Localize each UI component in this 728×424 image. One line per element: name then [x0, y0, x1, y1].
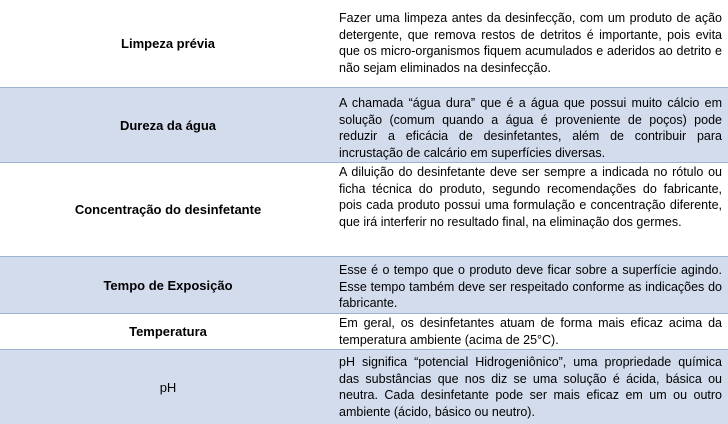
row-description: Em geral, os desinfetantes atuam de forma mais eficaz acima da temperatura ambiente (acima de 25°C).	[339, 316, 722, 347]
row-description: A diluição do desinfetante deve ser sempre a indicada no rótulo ou ficha técnica do produto, segundo recomendações do fabricante, pois cada produto possui uma formulação e concentração diferente, que irá interferir no resultado final, na eliminação dos germes.	[339, 165, 722, 229]
row-label: Dureza da água	[119, 117, 217, 133]
row-description: A chamada “água dura” que é a água que possui muito cálcio em solução (comum quando a água é proveniente de poços) pode reduzir a eficácia de desinfetantes, além de contribuir para incrustação de calcário em superfícies diversas.	[339, 96, 722, 160]
table-row	[0, 87, 728, 162]
table-row	[0, 349, 728, 424]
row-label: pH	[159, 379, 177, 395]
row-description: pH significa “potencial Hidrogeniônico”, uma propriedade química das substâncias que nos diz se uma solução é ácida, básica ou neutra. Cada desinfetante pode ser mais eficaz em um ou outro ambiente (ácido, básico ou neutro).	[339, 355, 722, 419]
table-row	[0, 313, 728, 349]
row-description: Esse é o tempo que o produto deve ficar sobre a superfície agindo. Esse tempo também deve ser respeitado conforme as indicações do fabricante.	[339, 263, 722, 311]
table-row	[0, 162, 728, 256]
row-label: Tempo de Exposição	[103, 277, 233, 293]
row-description: Fazer uma limpeza antes da desinfecção, com um produto de ação detergente, que remova restos de detritos é importante, pois evita que os micro-organismos fiquem acumulados e aderidos ao detrito e não sejam eliminados na desinfecção.	[339, 11, 722, 75]
table-row	[0, 0, 728, 87]
table-row	[0, 256, 728, 313]
row-label: Concentração do desinfetante	[74, 202, 262, 217]
row-label: Limpeza prévia	[121, 36, 215, 51]
row-label: Temperatura	[129, 324, 207, 339]
